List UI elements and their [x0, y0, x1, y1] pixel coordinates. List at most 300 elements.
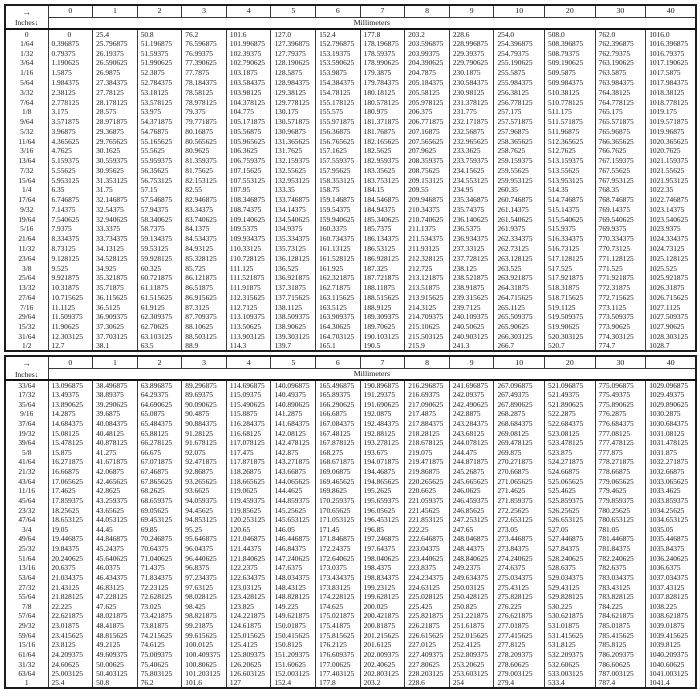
mm-value-cell: 28.575	[93, 107, 138, 117]
mm-value-cell: 52.784375	[137, 78, 182, 88]
mm-value-cell: 776.2875	[595, 409, 646, 419]
mm-value-cell: 25.796875	[93, 39, 138, 49]
mm-value-cell: 274.240625	[494, 554, 545, 564]
table-row	[5, 563, 696, 573]
mm-value-cell: 186.134375	[360, 234, 405, 244]
mm-value-cell: 22.225	[48, 602, 93, 612]
mm-value-cell: 68.659375	[137, 496, 182, 506]
mm-value-cell: 781.84375	[595, 544, 646, 554]
mm-value-cell: 86.51875	[182, 283, 227, 293]
mm-value-cell: 270.66875	[494, 467, 545, 477]
mm-value-cell: 104.378125	[226, 97, 271, 107]
mm-value-cell: 517.525	[545, 263, 596, 273]
mm-value-cell: 785.8125	[595, 640, 646, 650]
column-header-10: 10	[494, 356, 545, 368]
mm-value-cell: 115.8875	[226, 409, 271, 419]
mm-value-cell: 75.803125	[137, 669, 182, 679]
mm-value-cell: 55.5625	[137, 146, 182, 156]
mm-value-cell: 32.940625	[93, 215, 138, 225]
mm-value-cell: 55.959375	[137, 156, 182, 166]
mm-value-cell: 123.03125	[226, 582, 271, 592]
table-row	[5, 127, 696, 137]
mm-value-cell: 53.18125	[137, 88, 182, 98]
mm-value-cell: 212.328125	[405, 254, 450, 264]
mm-value-cell: 1020.365625	[646, 136, 697, 146]
mm-value-cell: 101.6	[182, 679, 227, 689]
mm-value-cell: 75.40625	[137, 659, 182, 669]
table-row	[5, 68, 696, 78]
mm-value-cell: 171.45	[316, 525, 361, 535]
table-row	[5, 400, 696, 410]
mm-value-cell: 106.759375	[226, 156, 271, 166]
mm-value-cell: 105.56875	[226, 127, 271, 137]
mm-value-cell: 119.85625	[226, 505, 271, 515]
mm-value-cell: 56.35625	[137, 166, 182, 176]
mm-value-cell: 780.653125	[595, 515, 646, 525]
mm-value-cell: 58.7375	[137, 224, 182, 234]
mm-value-cell: 51.59375	[137, 49, 182, 59]
inch-fraction-label: 13/16	[5, 563, 48, 573]
mm-value-cell: 40.48125	[93, 428, 138, 438]
mm-value-cell: 26.9875	[93, 68, 138, 78]
mm-value-cell: 99.21875	[182, 621, 227, 631]
mm-value-cell: 48.41875	[93, 621, 138, 631]
mm-value-cell: 525.859375	[545, 496, 596, 506]
table-row	[5, 254, 696, 264]
mm-value-cell: 28.178125	[93, 97, 138, 107]
mm-value-cell: 161.13125	[316, 244, 361, 254]
mm-value-cell: 53.578125	[137, 97, 182, 107]
mm-value-cell: 196.85	[360, 525, 405, 535]
mm-value-cell: 105.171875	[226, 117, 271, 127]
inches-down-label: Inches↓	[14, 369, 39, 379]
mm-value-cell: 782.6375	[595, 563, 646, 573]
mm-value-cell: 142.875	[271, 448, 316, 458]
mm-value-cell: 514.746875	[545, 195, 596, 205]
mm-value-cell: 31.353125	[93, 175, 138, 185]
mm-value-cell: 518.715625	[545, 293, 596, 303]
mm-value-cell: 97.234375	[182, 573, 227, 583]
mm-value-cell: 66.278125	[137, 438, 182, 448]
table-row	[5, 477, 696, 487]
table-row	[5, 175, 696, 185]
mm-value-cell: 24.209375	[48, 650, 93, 660]
mm-value-cell: 33.3375	[93, 224, 138, 234]
mm-value-cell: 776.684375	[595, 419, 646, 429]
lower-table-header	[5, 356, 696, 380]
mm-value-cell: 157.1625	[316, 146, 361, 156]
inch-fraction-label: 25/32	[5, 544, 48, 554]
mm-value-cell: 83.34375	[182, 205, 227, 215]
mm-value-cell: 36.115625	[93, 293, 138, 303]
mm-value-cell: 84.534375	[182, 234, 227, 244]
table-row	[5, 185, 696, 195]
mm-value-cell: 69.85	[137, 525, 182, 535]
mm-value-cell: 252.4125	[449, 640, 494, 650]
mm-value-cell: 236.934375	[449, 234, 494, 244]
mm-value-cell: 111.91875	[226, 283, 271, 293]
mm-value-cell: 26.19375	[93, 49, 138, 59]
inch-fraction-label: 9/16	[5, 409, 48, 419]
mm-value-cell: 5.953125	[48, 175, 93, 185]
mm-value-cell: 81.75625	[182, 166, 227, 176]
mm-value-cell: 160.3375	[316, 224, 361, 234]
mm-value-cell: 213.51875	[405, 283, 450, 293]
table-row	[5, 136, 696, 146]
mm-value-cell: 33.734375	[93, 234, 138, 244]
mm-value-cell: 4.7625	[48, 146, 93, 156]
inch-fraction-label: 1/64	[5, 39, 48, 49]
mm-value-cell: 263.525	[494, 263, 545, 273]
mm-value-cell: 63.103125	[137, 332, 182, 342]
mm-value-cell: 102.39375	[226, 49, 271, 59]
mm-value-cell: 42.8625	[93, 486, 138, 496]
mm-value-cell: 115.490625	[226, 400, 271, 410]
mm-value-cell: 274.6375	[494, 563, 545, 573]
mm-value-cell: 106.3625	[226, 146, 271, 156]
inch-fraction-label: 3/16	[5, 146, 48, 156]
mm-value-cell: 1017.190625	[646, 58, 697, 68]
mm-value-cell: 247.253125	[449, 515, 494, 525]
mm-value-cell: 271.4625	[494, 486, 545, 496]
inches-down-label: Inches↓	[14, 18, 39, 28]
mm-value-cell: 8.334375	[48, 234, 93, 244]
mm-value-cell: 508.79375	[545, 49, 596, 59]
mm-value-cell: 163.5125	[316, 302, 361, 312]
mm-value-cell: 151.60625	[271, 659, 316, 669]
mm-value-cell: 1035.84375	[646, 544, 697, 554]
mm-value-cell: 76.99375	[182, 49, 227, 59]
mm-value-cell: 226.615625	[405, 631, 450, 641]
mm-value-cell: 261.14375	[494, 205, 545, 215]
mm-value-cell: 260.746875	[494, 195, 545, 205]
mm-value-cell: 141.2875	[271, 409, 316, 419]
mm-value-cell: 159.940625	[316, 215, 361, 225]
mm-value-cell: 177.8	[360, 29, 405, 39]
mm-value-cell: 516.334375	[545, 234, 596, 244]
inch-fraction-label: 57/64	[5, 611, 48, 621]
mm-value-cell: 227.0125	[405, 640, 450, 650]
mm-value-cell: 779.065625	[595, 477, 646, 487]
mm-value-cell: 62.70625	[137, 322, 182, 332]
mm-value-cell: 515.540625	[545, 215, 596, 225]
mm-value-cell: 249.2375	[449, 563, 494, 573]
mm-value-cell: 61.9125	[137, 302, 182, 312]
inch-fraction-label: 7/16	[5, 302, 48, 312]
mm-value-cell: 120.253125	[226, 515, 271, 525]
mm-value-cell: 198.040625	[360, 554, 405, 564]
mm-value-cell: 156.36875	[316, 127, 361, 137]
mm-value-cell: 781.05	[595, 525, 646, 535]
mm-value-cell: 1018.38125	[646, 88, 697, 98]
table-row	[5, 505, 696, 515]
mm-value-cell: 32.146875	[93, 195, 138, 205]
mm-value-cell: 119.0625	[226, 486, 271, 496]
table-row	[5, 49, 696, 59]
mm-value-cell: 63.5	[137, 342, 182, 352]
mm-value-cell: 170.259375	[316, 496, 361, 506]
mm-value-cell: 60.325	[137, 263, 182, 273]
mm-value-cell: 206.375	[405, 107, 450, 117]
column-header-3: 3	[182, 356, 227, 368]
mm-value-cell: 121.840625	[226, 554, 271, 564]
mm-value-cell: 257.175	[494, 107, 545, 117]
mm-value-cell: 52.3875	[137, 68, 182, 78]
inch-fraction-label: 41/64	[5, 457, 48, 467]
mm-value-cell: 109.934375	[226, 234, 271, 244]
mm-value-cell: 247.65	[449, 525, 494, 535]
mm-value-cell: 43.259375	[93, 496, 138, 506]
mm-value-cell: 54.371875	[137, 117, 182, 127]
mm-value-cell: 169.8625	[316, 486, 361, 496]
mm-value-cell: 233.759375	[449, 156, 494, 166]
mm-value-cell: 2.38125	[48, 88, 93, 98]
mm-value-cell: 98.425	[182, 602, 227, 612]
mm-value-cell: 228.6	[449, 29, 494, 39]
mm-value-cell: 82.153125	[182, 175, 227, 185]
mm-value-cell: 1026.715625	[646, 293, 697, 303]
mm-value-cell: 143.66875	[271, 467, 316, 477]
mm-value-cell: 763.984375	[595, 78, 646, 88]
mm-value-cell: 775.49375	[595, 390, 646, 400]
mm-value-cell: 39.290625	[93, 400, 138, 410]
mm-value-cell: 215.9	[405, 342, 450, 352]
mm-value-cell: 181.371875	[360, 117, 405, 127]
mm-value-cell: 36.5125	[93, 302, 138, 312]
mm-value-cell: 205.978125	[405, 97, 450, 107]
mm-value-cell: 162.71875	[316, 283, 361, 293]
mm-value-cell: 201.215625	[360, 631, 405, 641]
table-row	[5, 534, 696, 544]
mm-value-cell: 177.00625	[316, 659, 361, 669]
mm-value-cell: 146.84375	[271, 544, 316, 554]
mm-value-cell: 48.815625	[93, 631, 138, 641]
mm-value-cell: 225.821875	[405, 611, 450, 621]
mm-value-cell: 253.603125	[449, 669, 494, 679]
mm-value-cell: 46.0375	[93, 563, 138, 573]
mm-value-cell: 81.359375	[182, 156, 227, 166]
mm-value-cell: 221.45625	[405, 505, 450, 515]
mm-value-cell: 71.834375	[137, 573, 182, 583]
right-arrow-icon: →	[22, 6, 31, 17]
mm-value-cell: 58.340625	[137, 215, 182, 225]
mm-value-cell: 164.703125	[316, 332, 361, 342]
mm-value-cell: 215.503125	[405, 332, 450, 342]
column-header-30: 30	[595, 356, 646, 368]
mm-value-cell: 228.203125	[405, 669, 450, 679]
mm-value-cell: 532.60625	[545, 659, 596, 669]
mm-value-cell: 246.0625	[449, 486, 494, 496]
mm-value-cell: 90.4875	[182, 409, 227, 419]
mm-value-cell: 1036.6375	[646, 563, 697, 573]
mm-value-cell: 1022.35	[646, 185, 697, 195]
mm-value-cell: 181.76875	[360, 127, 405, 137]
mm-value-cell: 1041.4	[646, 679, 697, 689]
mm-value-cell: 30.95625	[93, 166, 138, 176]
mm-value-cell: 75.009375	[137, 650, 182, 660]
mm-value-cell: 263.921875	[494, 273, 545, 283]
table-row	[5, 602, 696, 612]
inch-fraction-label: 25/64	[5, 273, 48, 283]
mm-value-cell: 45.640625	[93, 554, 138, 564]
mm-value-cell: 254.79375	[494, 49, 545, 59]
mm-value-cell: 114.3	[226, 342, 271, 352]
mm-value-cell: 172.640625	[316, 554, 361, 564]
mm-value-cell: 108.346875	[226, 195, 271, 205]
mm-value-cell: 78.184375	[182, 78, 227, 88]
mm-value-cell: 107.15625	[226, 166, 271, 176]
inch-fraction-label: 15/16	[5, 640, 48, 650]
mm-value-cell: 525.065625	[545, 477, 596, 487]
mm-value-cell: 50.00625	[93, 659, 138, 669]
mm-value-cell: 77.390625	[182, 58, 227, 68]
mm-value-cell: 529.034375	[545, 573, 596, 583]
inch-fraction-label: 15/32	[5, 322, 48, 332]
mm-value-cell: 1039.415625	[646, 631, 697, 641]
mm-value-cell: 82.946875	[182, 195, 227, 205]
mm-value-cell: 212.725	[405, 263, 450, 273]
mm-value-cell: 78.978125	[182, 97, 227, 107]
mm-value-cell: 18.653125	[48, 515, 93, 525]
mm-value-cell: 3.96875	[48, 127, 93, 137]
mm-value-cell: 762.0	[595, 29, 646, 39]
mm-value-cell: 193.278125	[360, 438, 405, 448]
column-header-2: 2	[137, 5, 182, 17]
inch-fraction-label: 1/8	[5, 107, 48, 117]
mm-value-cell: 77.7875	[182, 68, 227, 78]
mm-value-cell: 7.14375	[48, 205, 93, 215]
mm-value-cell: 238.125	[449, 263, 494, 273]
mm-value-cell: 185.7375	[360, 224, 405, 234]
mm-value-cell: 38.496875	[93, 380, 138, 390]
mm-value-cell: 778.66875	[595, 467, 646, 477]
mm-value-cell: 251.221875	[449, 611, 494, 621]
mm-value-cell: 269.875	[494, 448, 545, 458]
mm-value-cell: 529.828125	[545, 592, 596, 602]
mm-value-cell: 236.5375	[449, 224, 494, 234]
mm-value-cell: 110.33125	[226, 244, 271, 254]
mm-value-cell: 762.396875	[595, 39, 646, 49]
inch-fraction-label: 9/32	[5, 205, 48, 215]
mm-value-cell: 95.25	[182, 525, 227, 535]
column-header-row	[5, 356, 696, 368]
mm-value-cell: 140.890625	[271, 400, 316, 410]
mm-value-cell: 37.30625	[93, 322, 138, 332]
mm-value-cell: 1029.49375	[646, 390, 697, 400]
mm-value-cell: 196.453125	[360, 515, 405, 525]
mm-value-cell: 20.240625	[48, 554, 93, 564]
table-row	[5, 234, 696, 244]
mm-value-cell: 125.4125	[226, 640, 271, 650]
mm-value-cell: 97.63125	[182, 582, 227, 592]
mm-value-cell: 276.225	[494, 602, 545, 612]
mm-value-cell: 49.2125	[93, 640, 138, 650]
mm-value-cell: 179.3875	[360, 68, 405, 78]
inch-fraction-label: 3/4	[5, 525, 48, 535]
mm-value-cell: 1025.921875	[646, 273, 697, 283]
mm-value-cell: 260.35	[494, 185, 545, 195]
mm-value-cell: 153.19375	[316, 49, 361, 59]
table-row	[5, 342, 696, 352]
mm-value-cell: 70.64375	[137, 544, 182, 554]
column-header-20: 20	[545, 356, 596, 368]
mm-value-cell: 138.1125	[271, 302, 316, 312]
mm-value-cell: 533.4	[545, 679, 596, 689]
column-header-1: 1	[93, 356, 138, 368]
mm-value-cell: 520.7	[545, 342, 596, 352]
mm-value-cell: 89.69375	[182, 390, 227, 400]
mm-value-cell: 169.465625	[316, 477, 361, 487]
mm-value-cell: 133.35	[271, 185, 316, 195]
mm-value-cell: 171.846875	[316, 534, 361, 544]
mm-value-cell: 135.334375	[271, 234, 316, 244]
mm-value-cell: 264.715625	[494, 293, 545, 303]
mm-value-cell: 1030.684375	[646, 419, 697, 429]
mm-value-cell: 61.515625	[137, 293, 182, 303]
mm-value-cell: 119.459375	[226, 496, 271, 506]
mm-value-cell: 768.746875	[595, 195, 646, 205]
mm-value-cell: 1040.60625	[646, 659, 697, 669]
mm-value-cell: 207.9625	[405, 146, 450, 156]
mm-value-cell: 773.90625	[595, 322, 646, 332]
mm-value-cell: 37.703125	[93, 332, 138, 342]
mm-value-cell: 509.984375	[545, 78, 596, 88]
mm-value-cell: 9.921875	[48, 273, 93, 283]
mm-value-cell: 101.6	[226, 29, 271, 39]
table-row	[5, 273, 696, 283]
mm-value-cell: 128.190625	[271, 58, 316, 68]
mm-value-cell: 55.165625	[137, 136, 182, 146]
mm-value-cell: 180.578125	[360, 97, 405, 107]
table-row	[5, 592, 696, 602]
mm-value-cell: 93.6625	[182, 486, 227, 496]
mm-value-cell: 775.096875	[595, 380, 646, 390]
mm-value-cell: 189.70625	[360, 322, 405, 332]
mm-value-cell: 48.021875	[93, 611, 138, 621]
mm-value-cell: 1016.396875	[646, 39, 697, 49]
mm-value-cell: 203.2	[360, 679, 405, 689]
mm-value-cell: 265.90625	[494, 322, 545, 332]
mm-value-cell: 774.7	[595, 342, 646, 352]
mm-value-cell: 767.55625	[595, 166, 646, 176]
mm-value-cell: 50.403125	[93, 669, 138, 679]
mm-value-cell: 531.01875	[545, 621, 596, 631]
mm-value-cell: 79.375	[182, 107, 227, 117]
mm-value-cell: 787.4	[595, 679, 646, 689]
mm-value-cell: 135.73125	[271, 244, 316, 254]
mm-value-cell: 769.14375	[595, 205, 646, 215]
mm-value-cell: 219.471875	[405, 457, 450, 467]
mm-value-cell: 783.43125	[595, 582, 646, 592]
mm-value-cell: 246.85625	[449, 505, 494, 515]
corner-header-cell	[5, 5, 48, 29]
mm-value-cell: 175.815625	[316, 631, 361, 641]
mm-value-cell: 10.715625	[48, 293, 93, 303]
mm-value-cell: 1019.571875	[646, 117, 697, 127]
mm-value-cell: 277.8125	[494, 640, 545, 650]
mm-value-cell: 277.01875	[494, 621, 545, 631]
mm-value-cell: 11.90625	[48, 322, 93, 332]
mm-value-cell: 219.075	[405, 448, 450, 458]
mm-value-cell: 245.26875	[449, 467, 494, 477]
mm-value-cell: 508.0	[545, 29, 596, 39]
lower-conversion-table	[4, 355, 697, 689]
mm-value-cell: 511.96875	[545, 127, 596, 137]
mm-value-cell: 156.765625	[316, 136, 361, 146]
mm-value-cell: 203.99375	[405, 49, 450, 59]
mm-value-cell: 0	[48, 29, 93, 39]
mm-value-cell: 222.646875	[405, 534, 450, 544]
